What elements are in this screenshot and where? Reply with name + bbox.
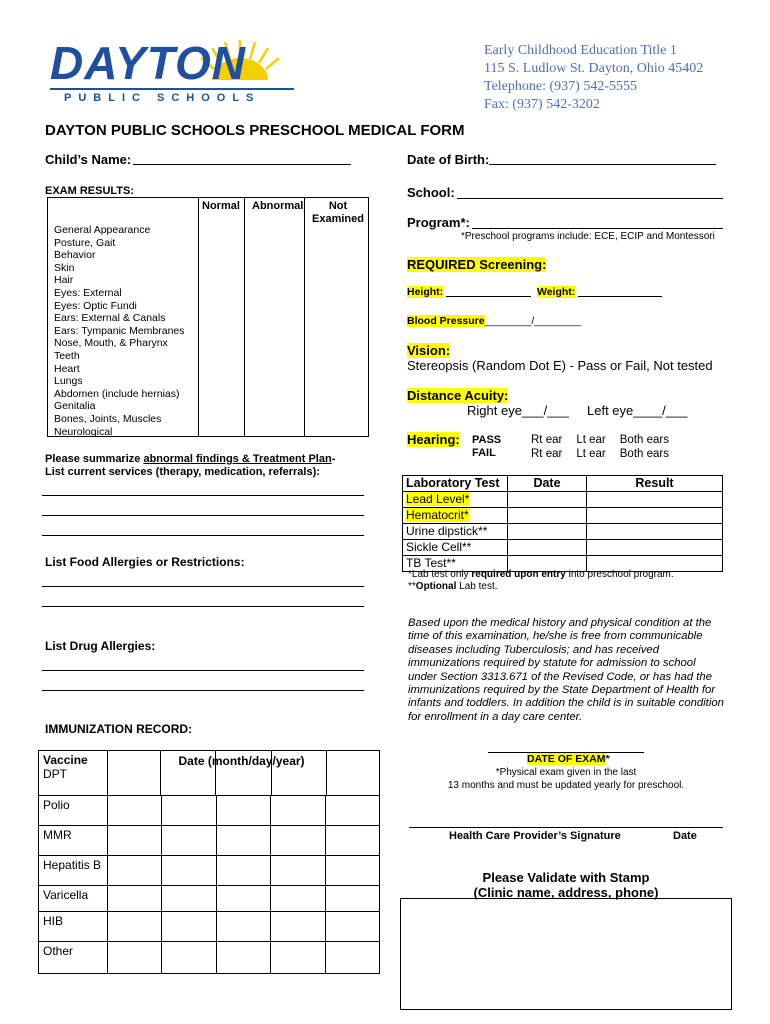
- school-label: School:: [407, 185, 455, 200]
- signature-date-label: Date: [673, 830, 697, 842]
- exam-item: Behavior: [54, 249, 96, 262]
- summary-line-2[interactable]: [42, 515, 364, 516]
- page-title: DAYTON PUBLIC SCHOOLS PRESCHOOL MEDICAL FORM: [45, 122, 465, 139]
- exam-date-note: *Physical exam given in the last 13 months and must be updated yearly for preschool.: [447, 767, 685, 791]
- dept-name: Early Childhood Education Title 1: [484, 43, 677, 58]
- exam-item: Neurological: [54, 425, 113, 438]
- stereopsis-text: Stereopsis (Random Dot E) - Pass or Fail, Not tested: [407, 358, 713, 373]
- exam-item: Ears: External & Canals: [54, 312, 166, 325]
- left-eye[interactable]: Left eye____/___: [587, 403, 688, 418]
- exam-item: Eyes: Optic Fundi: [54, 299, 137, 312]
- immunization-table: Vaccine DPT Date (month/day/year) Polio MMR Hepatitis B Varicella HIB Other: [38, 750, 380, 974]
- right-eye[interactable]: Right eye___/___: [467, 403, 569, 418]
- fax: Fax: (937) 542-3202: [484, 97, 600, 112]
- exam-results-heading: EXAM RESULTS:: [45, 185, 135, 197]
- program-note: *Preschool programs include: ECE, ECIP and Montessori: [461, 231, 715, 242]
- food-line-2[interactable]: [42, 606, 364, 607]
- col-not-examined: Not Examined: [312, 200, 364, 225]
- col-normal: Normal: [202, 200, 240, 212]
- col-abnormal: Abnormal: [252, 200, 304, 212]
- telephone: Telephone: (937) 542-5555: [484, 79, 637, 94]
- bp-row[interactable]: [407, 315, 581, 327]
- exam-item: Teeth: [54, 349, 80, 362]
- bp-field[interactable]: ________/________: [484, 315, 581, 327]
- col-date: Date (month/day/year): [178, 753, 305, 768]
- hearing-pass[interactable]: PASS: [472, 434, 502, 446]
- drug-allergies-label: List Drug Allergies:: [45, 639, 156, 653]
- hearing-fail[interactable]: FAIL: [472, 447, 496, 459]
- child-name-label: Child’s Name:: [45, 152, 132, 167]
- exam-item: Genitalia: [54, 400, 96, 413]
- food-line-1[interactable]: [42, 586, 364, 587]
- child-name-field[interactable]: [133, 164, 351, 165]
- program-label: Program*:: [407, 215, 470, 230]
- exam-item: Ears: Tympanic Membranes: [54, 324, 185, 337]
- distance-heading: Distance Acuity:: [407, 388, 509, 403]
- school-field[interactable]: [457, 198, 723, 199]
- exam-item: Eyes: External: [54, 286, 122, 299]
- signature-label: Health Care Provider’s Signature: [449, 830, 621, 842]
- exam-item: Heart: [54, 362, 80, 375]
- program-field[interactable]: [472, 228, 723, 229]
- lab-notes: *Lab test only required upon entry into preschool program. **Optional Lab test.: [408, 569, 674, 592]
- exam-item: Nose, Mouth, & Pharynx: [54, 337, 168, 350]
- weight-label: Weight:: [537, 286, 576, 298]
- stamp-box[interactable]: [400, 898, 732, 1010]
- exam-item: Abdomen (include hernias): [54, 387, 180, 400]
- exam-item: Lungs: [54, 375, 83, 388]
- exam-item: General Appearance: [54, 224, 151, 236]
- bp-label: Blood Pressure: [407, 315, 485, 327]
- dob-label: Date of Birth:: [407, 152, 490, 167]
- drug-line-2[interactable]: [42, 690, 364, 691]
- exam-date-label: DATE OF EXAM*: [527, 753, 610, 765]
- summary-line-1[interactable]: [42, 495, 364, 496]
- stamp-instructions: Please Validate with Stamp (Clinic name, address, phone): [473, 870, 659, 900]
- exam-item: Posture, Gait: [54, 236, 116, 249]
- logo-subtitle: PUBLIC SCHOOLS: [64, 92, 261, 104]
- hearing-options: Rt ear Lt ear Both ears Rt ear Lt ear Both ears: [531, 434, 669, 460]
- lab-table: Laboratory Test Date Result Lead Level* Hematocrit* Urine dipstick** Sickle Cell** TB Test**: [402, 475, 723, 572]
- hearing-heading: Hearing:: [407, 432, 460, 447]
- exam-item: Bones, Joints, Muscles: [54, 412, 162, 425]
- summary-line-3[interactable]: [42, 535, 364, 536]
- address: 115 S. Ludlow St. Dayton, Ohio 45402: [484, 61, 704, 76]
- height-field[interactable]: [446, 296, 531, 297]
- logo: [44, 36, 304, 108]
- dob-field[interactable]: [489, 164, 716, 165]
- logo-wordmark: DAYTON: [50, 37, 246, 89]
- exam-item: Hair: [54, 274, 74, 287]
- food-allergies-label: List Food Allergies or Restrictions:: [45, 555, 245, 569]
- exam-items: [54, 224, 185, 438]
- drug-line-1[interactable]: [42, 670, 364, 671]
- screening-heading: REQUIRED Screening:: [407, 257, 547, 272]
- immunization-heading: IMMUNIZATION RECORD:: [45, 722, 193, 736]
- summary-label: Please summarize abnormal findings & Treatment Plan- List current services (therapy, medication, referrals):: [45, 453, 336, 478]
- certification-statement: Based upon the medical history and physical condition at the time of this examination, he/she is free from communicable diseases including Tuberculosis; and has received immunizations required by statute for admission to school under Section 3313.671 of the Revised Code, or has had the immunizations required by the State Department of Health for infants and toddlers. In addition the child is in suitable condition for enrollment in a day care center.: [408, 617, 724, 723]
- height-label: Height:: [407, 286, 444, 298]
- signature-field[interactable]: [409, 827, 723, 828]
- weight-field[interactable]: [578, 296, 662, 297]
- vision-heading: Vision:: [407, 343, 451, 358]
- exam-item: Skin: [54, 261, 75, 274]
- header-contact: [484, 42, 703, 114]
